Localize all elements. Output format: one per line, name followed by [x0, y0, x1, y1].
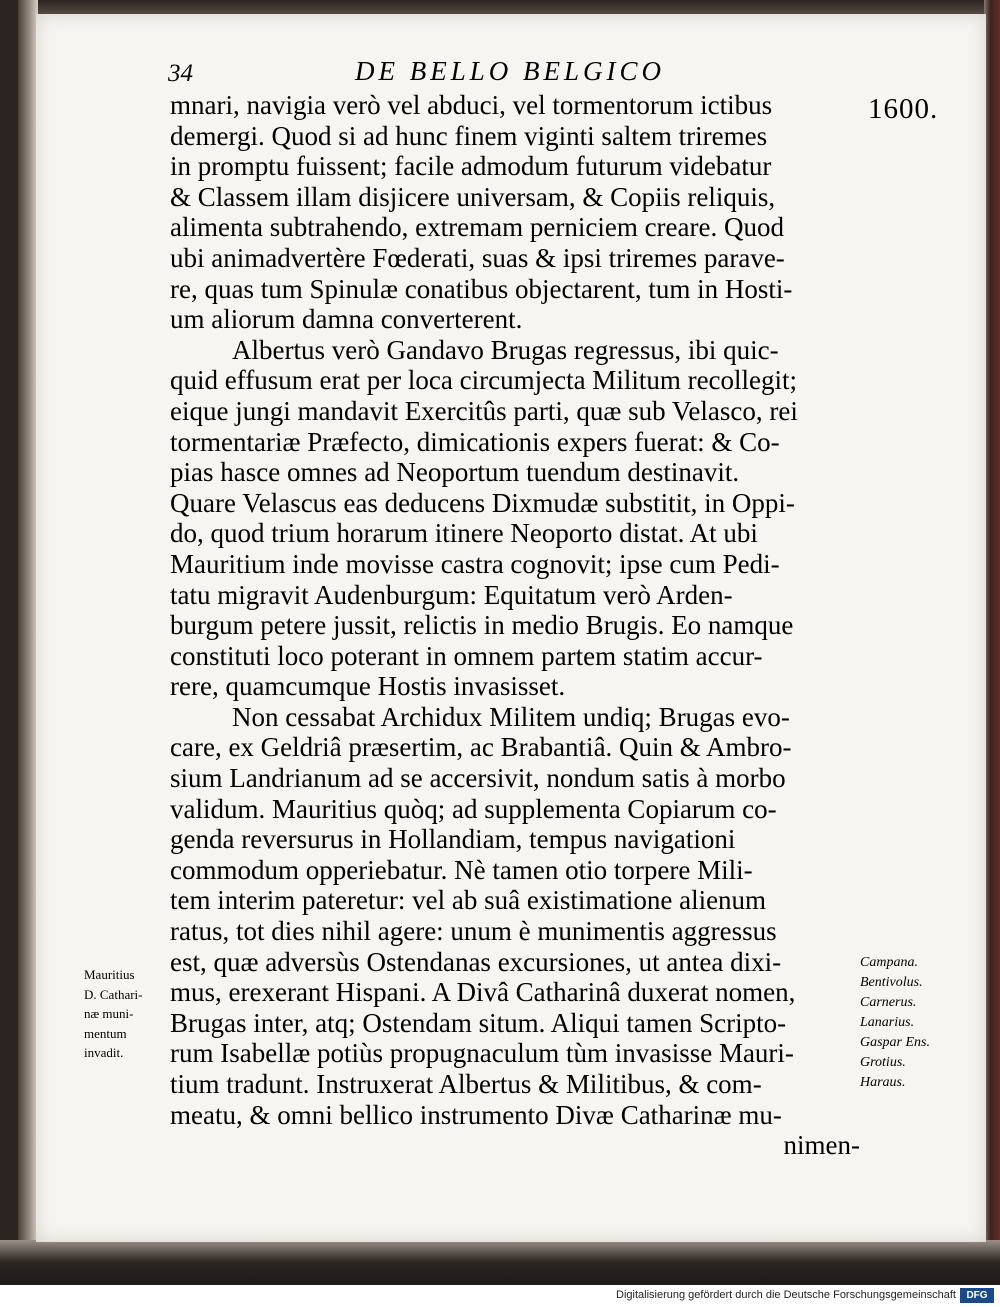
text-line: ratus, tot dies nihil agere: unum è munimentis aggressus	[170, 916, 777, 947]
text-line: constituti loco poterant in omnem partem statim accur-	[170, 640, 763, 671]
text-line: burgum petere jussit, relictis in medio Brugis. Eo namque	[170, 610, 794, 641]
dfg-logo: DFG	[960, 1288, 994, 1303]
marginal-note-line: D. Cathari-	[84, 986, 143, 1002]
text-line: do, quod trium horarum itinere Neoporto distat. At ubi	[170, 518, 758, 549]
marginal-note-line: Mauritius	[84, 967, 135, 982]
text-line: quid effusum erat per loca circumjecta Militum recollegit;	[170, 365, 798, 396]
text-line: demergi. Quod si ad hunc finem viginti saltem triremes	[170, 120, 768, 151]
text-line: rere, quamcumque Hostis invasisset.	[170, 671, 566, 702]
text-line: re, quas tum Spinulæ conatibus objectarent, tum in Hosti-	[170, 273, 793, 304]
text-line: mus, erexerant Hispani. A Divâ Catharinâ duxerat nomen,	[170, 977, 796, 1008]
text-line: Quare Velascus eas deducens Dixmudæ substitit, in Oppi-	[170, 487, 795, 518]
text-line: eique jungi mandavit Exercitûs parti, quæ sub Velasco, rei	[170, 395, 798, 426]
text-line: tem interim pateretur: vel ab suâ existimatione alienum	[170, 885, 767, 916]
text-line: est, quæ adversùs Ostendanas excursiones, ut antea dixi-	[170, 946, 782, 977]
paragraph-start-line: Albertus verò Gandavo Brugas regressus, ibi quic-	[232, 334, 779, 365]
left-marginal-note	[84, 965, 174, 1063]
text-line: tium tradunt. Instruxerat Albertus & Militibus, & com-	[170, 1069, 762, 1099]
text-line: tormentariæ Præfecto, dimicationis expers fuerat: & Co-	[170, 426, 780, 457]
text-line: validum. Mauritius quòq; ad supplementa Copiarum co-	[170, 793, 777, 824]
source-name: Haraus.	[860, 1075, 906, 1090]
footer-bar	[0, 1285, 1000, 1307]
text-line: pias hasce omnes ad Neoportum tuendum destinavit.	[170, 457, 740, 488]
margin-year: 1600.	[868, 93, 939, 125]
text-line: commodum opperiebatur. Nè tamen otio torpere Mili-	[170, 854, 753, 885]
scan-right-border	[984, 0, 1000, 1285]
text-line: & Classem illam disjicere universam, & Copiis reliquis,	[170, 181, 776, 212]
right-marginal-sources	[860, 953, 970, 1093]
book-spine-edge	[18, 0, 38, 1285]
marginal-note-line: invadit.	[84, 1045, 124, 1060]
source-name: Grotius.	[860, 1055, 906, 1070]
text-line: rum Isabellæ potiùs propugnaculum tùm invasisse Mauri-	[170, 1038, 794, 1069]
body-text	[170, 90, 860, 1161]
text-line: genda reversurus in Hollandiam, tempus navigationi	[170, 824, 736, 855]
catchword: nimen-	[783, 1130, 860, 1161]
text-line: Mauritium inde movisse castra cognovit; ipse cum Pedi-	[170, 548, 780, 579]
text-line: ubi animadvertère Fœderati, suas & ipsi triremes parave-	[170, 242, 785, 273]
text-line: tatu migravit Audenburgum: Equitatum verò Arden-	[170, 579, 733, 610]
text-line: mnari, navigia verò vel abduci, vel tormentorum ictibus	[170, 90, 773, 120]
scan-left-border	[0, 0, 18, 1285]
page-number: 34	[168, 60, 193, 87]
marginal-note-line: næ muni-	[84, 1006, 134, 1021]
text-line: alimenta subtrahendo, extremam perniciem creare. Quod	[170, 212, 784, 243]
running-head: DE BELLO BELGICO	[355, 56, 666, 86]
scan-bottom-border	[0, 1240, 1000, 1285]
text-line: care, ex Geldriâ præsertim, ac Brabantiâ. Quin & Ambro-	[170, 732, 792, 763]
text-line: um aliorum damna converterent.	[170, 304, 523, 335]
funding-credit: Digitalisierung gefördert durch die Deutsche Forschungsgemeinschaft	[616, 1289, 956, 1301]
source-name: Bentivolus.	[860, 975, 923, 990]
paragraph-start-line: Non cessabat Archidux Militem undiq; Brugas evo-	[232, 701, 790, 732]
source-name: Lanarius.	[860, 1015, 915, 1030]
text-line: meatu, & omni bellico instrumento Divæ Catharinæ mu-	[170, 1099, 782, 1130]
text-line: in promptu fuissent; facile admodum futurum videbatur	[170, 151, 772, 182]
text-line: sium Landrianum ad se accersivit, nondum satis à morbo	[170, 763, 786, 794]
source-name: Gaspar Ens.	[860, 1035, 931, 1050]
marginal-note-line: mentum	[84, 1025, 127, 1041]
source-name: Campana.	[860, 955, 918, 970]
source-name: Carnerus.	[860, 995, 917, 1010]
text-line: Brugas inter, atq; Ostendam situm. Aliqui tamen Scripto-	[170, 1007, 787, 1038]
